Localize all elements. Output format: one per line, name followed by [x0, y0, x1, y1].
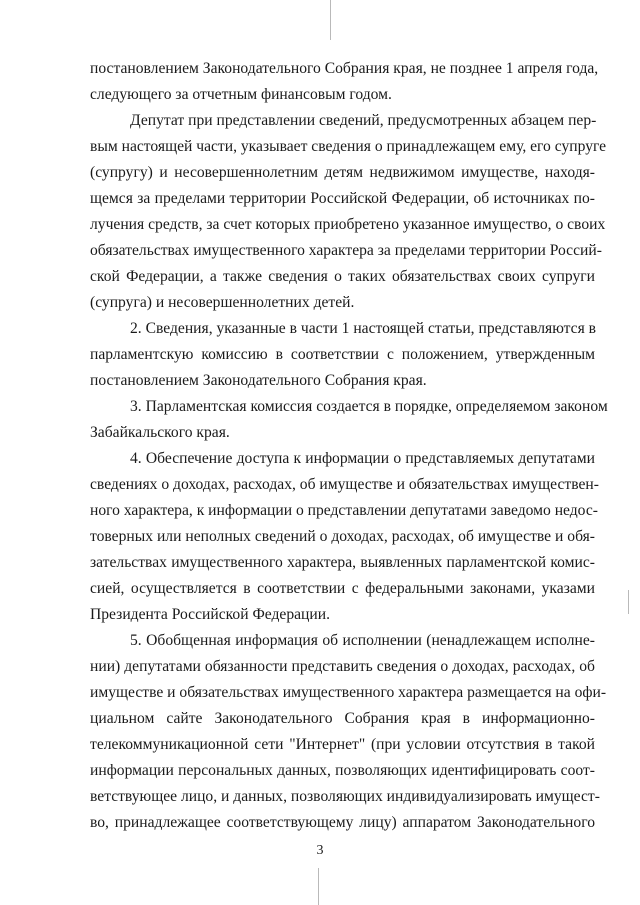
text-line-7: лучения средств, за счет которых приобретено указанное имущество, о своих	[90, 216, 606, 233]
text-line-13: постановлением Законодательного Собрания края.	[90, 372, 427, 389]
text-line-27: телекоммуникационной сети "Интернет" (при условии отсутствия в такой	[90, 736, 595, 753]
text-line-28: информации персональных данных, позволяющих идентифицировать соот-	[90, 762, 595, 779]
text-line-2: следующего за отчетным финансовым годом.	[90, 86, 392, 103]
text-line-19: товерных или неполных сведений о доходах, расходах, об имуществе и обя-	[90, 528, 595, 545]
text-line-22: Президента Российской Федерации.	[90, 606, 330, 623]
text-line-6: щемся за пределами территории Российской Федерации, об источниках по-	[90, 190, 595, 207]
scan-artifact-top	[330, 0, 331, 40]
scan-artifact-right	[628, 590, 629, 614]
text-line-21: сией, осуществляется в соответствии с федеральными законами, указами	[90, 580, 595, 597]
text-line-5: (супругу) и несовершеннолетним детям недвижимом имуществе, находя-	[90, 164, 595, 181]
text-line-14: 3. Парламентская комиссия создается в порядке, определяемом законом	[130, 398, 608, 415]
text-line-18: ного характера, к информации о представлении депутатами заведомо недос-	[90, 502, 598, 519]
text-line-25: имуществе и обязательствах имущественного характера размещается на офи-	[90, 684, 607, 701]
text-line-23: 5. Обобщенная информация об исполнении (ненадлежащем исполне-	[130, 632, 595, 649]
text-line-20: зательствах имущественного характера, выявленных парламентской комис-	[90, 554, 595, 571]
text-line-4: вым настоящей части, указывает сведения о принадлежащем ему, его супруге	[90, 138, 607, 155]
text-line-26: циальном сайте Законодательного Собрания края в информационно-	[90, 710, 595, 727]
text-line-11: 2. Сведения, указанные в части 1 настоящей статьи, представляются в	[130, 320, 597, 337]
text-line-15: Забайкальского края.	[90, 424, 230, 441]
text-line-12: парламентскую комиссию в соответствии с положением, утвержденным	[90, 346, 595, 363]
text-line-8: обязательствах имущественного характера за пределами территории Россий-	[90, 242, 602, 259]
page-number: 3	[316, 843, 324, 858]
text-line-16: 4. Обеспечение доступа к информации о представляемых депутатами	[130, 450, 595, 467]
text-line-9: ской Федерации, а также сведения о таких обязательствах своих супруги	[90, 268, 595, 285]
text-line-1: постановлением Законодательного Собрания края, не позднее 1 апреля года,	[90, 60, 599, 77]
text-line-17: сведениях о доходах, расходах, об имуществе и обязательствах имуществен-	[90, 476, 599, 493]
text-line-3: Депутат при представлении сведений, предусмотренных абзацем пер-	[130, 112, 597, 129]
text-line-30: во, принадлежащее соответствующему лицу) аппаратом Законодательного	[90, 814, 595, 831]
text-line-24: нии) депутатами обязанности представить сведения о доходах, расходах, об	[90, 658, 595, 675]
scan-artifact-bottom	[318, 868, 319, 905]
text-line-29: ветствующее лицо, и данных, позволяющих индивидуализировать имущест-	[90, 788, 600, 805]
text-line-10: (супруга) и несовершеннолетних детей.	[90, 294, 355, 311]
